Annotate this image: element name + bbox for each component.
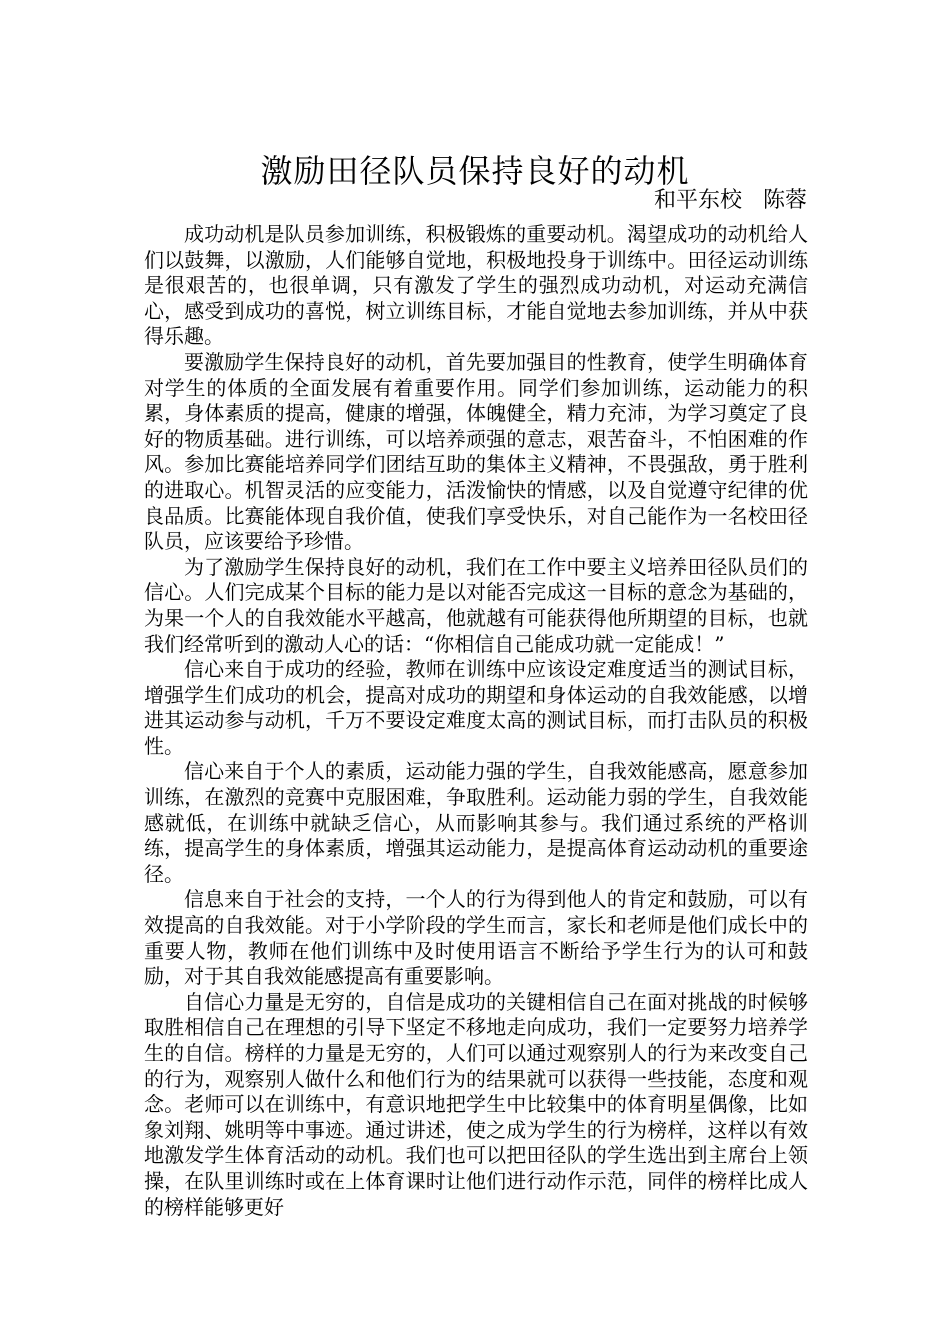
paragraph: 信心来自于成功的经验，教师在训练中应该设定难度适当的测试目标，增强学生们成功的机会，提高对成功的期望和身体运动的自我效能感，以增进其运动参与动机，千万不要设定难度太高的测试目标，而打击队员的积极性。	[144, 657, 808, 758]
paragraph: 自信心力量是无穷的，自信是成功的关键相信自己在面对挑战的时候够取胜相信自己在理想的引导下坚定不移地走向成功，我们一定要努力培养学生的自信。榜样的力量是无穷的，人们可以通过观察别人的行为来改变自己的行为，观察别人做什么和他们行为的结果就可以获得一些技能，态度和观念。老师可以在训练中，有意识地把学生中比较集中的体育明星偶像，比如象刘翔、姚明等中事迹。通过讲述，使之成为学生的行为榜样，这样以有效地激发学生体育活动的动机。我们也可以把田径队的学生选出到主席台上领操，在队里训练时或在上体育课时让他们进行动作示范，同伴的榜样比成人的榜样能够更好	[144, 989, 808, 1219]
document-author: 和平东校 陈蓉	[654, 188, 807, 213]
paragraph: 成功动机是队员参加训练，积极锻炼的重要动机。渴望成功的动机给人们以鼓舞，以激励，人们能够自觉地，积极地投身于训练中。田径运动训练是很艰苦的，也很单调，只有激发了学生的强烈成功动机，对运动充满信心，感受到成功的喜悦，树立训练目标，才能自觉地去参加训练，并从中获得乐趣。	[144, 222, 808, 349]
document-body	[144, 222, 808, 1220]
paragraph: 信心来自于个人的素质，运动能力强的学生，自我效能感高，愿意参加训练，在激烈的竞赛中克服困难，争取胜利。运动能力弱的学生，自我效能感就低，在训练中就缺乏信心，从而影响其参与。我们通过系统的严格训练，提高学生的身体素质，增强其运动能力，是提高体育运动动机的重要途径。	[144, 759, 808, 886]
paragraph: 为了激励学生保持良好的动机，我们在工作中要主义培养田径队员们的信心。人们完成某个目标的能力是以对能否完成这一目标的意念为基础的，为果一个人的自我效能水平越高，他就越有可能获得他所期望的目标，也就我们经常听到的激动人心的话：“你相信自己能成功就一定能成！”	[144, 554, 808, 656]
paragraph: 要激励学生保持良好的动机，首先要加强目的性教育，使学生明确体育对学生的体质的全面发展有着重要作用。同学们参加训练，运动能力的积累，身体素质的提高，健康的增强，体魄健全，精力充沛，为学习奠定了良好的物质基础。进行训练，可以培养顽强的意志，艰苦奋斗，不怕困难的作风。参加比赛能培养同学们团结互助的集体主义精神，不畏强敌，勇于胜利的进取心。机智灵活的应变能力，活泼愉快的情感，以及自觉遵守纪律的优良品质。比赛能体现自我价值，使我们享受快乐，对自己能作为一名校田径队员，应该要给予珍惜。	[144, 349, 808, 554]
document-title: 激励田径队员保持良好的动机	[260, 152, 690, 191]
paragraph: 信息来自于社会的支持，一个人的行为得到他人的肯定和鼓励，可以有效提高的自我效能。对于小学阶段的学生而言，家长和老师是他们成长中的重要人物，教师在他们训练中及时使用语言不断给予学生行为的认可和鼓励，对于其自我效能感提高有重要影响。	[144, 887, 808, 989]
